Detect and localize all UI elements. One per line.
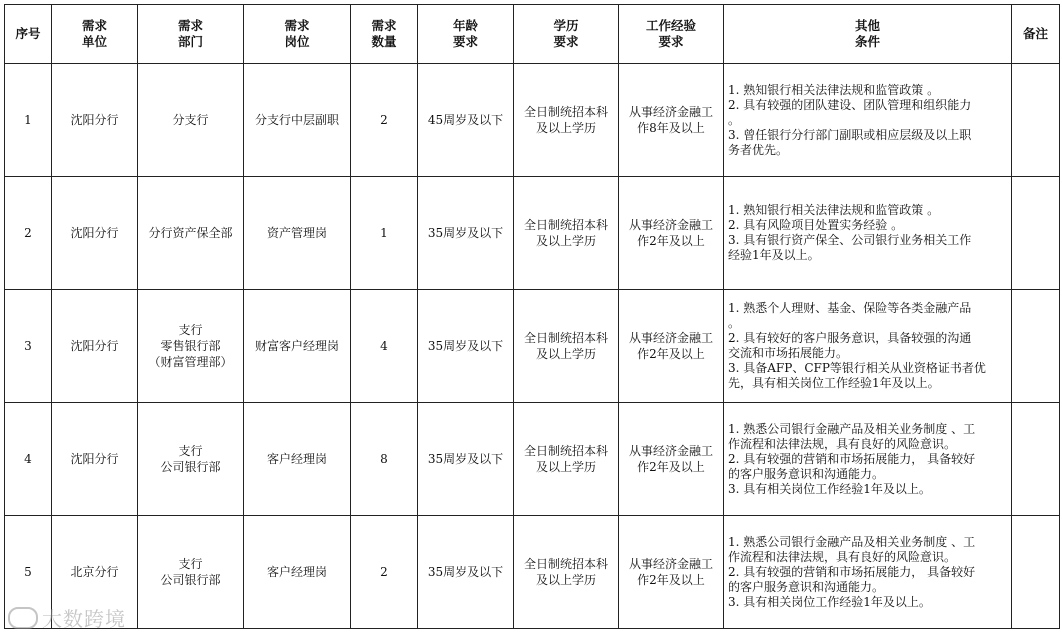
- cell-post: 分支行中层副职: [244, 64, 351, 177]
- cell-dept: [138, 290, 244, 403]
- header-label-line: 要求: [658, 34, 684, 49]
- cell-edu: [514, 177, 619, 290]
- cell-exp-line: 从事经济金融工: [628, 105, 713, 119]
- cell-unit: 北京分行: [52, 516, 138, 629]
- header-label-line: 岗位: [284, 34, 310, 49]
- cell-conditions-line: 的客户服务意识和沟通能力。: [728, 466, 885, 481]
- header-post: [244, 5, 351, 64]
- cell-conditions-line: 3. 具有银行资产保全、公司银行业务相关工作: [728, 233, 972, 247]
- cell-exp: [619, 516, 724, 629]
- cell-post: 资产管理岗: [244, 177, 351, 290]
- cell-edu: [514, 516, 619, 629]
- header-label-line: 要求: [553, 34, 579, 49]
- cell-conditions-line: 3. 具有相关岗位工作经验1年及以上。: [728, 594, 931, 609]
- cell-exp: [619, 290, 724, 403]
- watermark-text: 大数跨境: [42, 607, 126, 631]
- header-row: [5, 5, 1060, 64]
- header-other: [724, 5, 1012, 64]
- cell-dept-line: 分支行: [172, 113, 209, 127]
- cell-edu: [514, 290, 619, 403]
- table-row: [5, 290, 1060, 403]
- cell-conditions-line: 3. 曾任银行分行部门副职或相应层级及以上职: [728, 127, 972, 142]
- cell-edu-line: 及以上学历: [535, 573, 596, 587]
- cell-conditions-line: 务者优先。: [728, 142, 789, 157]
- cell-dept-line: （财富管理部）: [148, 355, 233, 369]
- cell-edu-line: 及以上学历: [535, 347, 596, 361]
- header-age: [418, 5, 514, 64]
- cell-edu-line: 全日制统招本科: [523, 444, 608, 458]
- cell-exp-line: 从事经济金融工: [628, 444, 713, 458]
- cell-note: [1012, 403, 1060, 516]
- cell-conditions-line: 。: [728, 112, 741, 127]
- recruitment-table: [4, 4, 1060, 629]
- cell-dept: [138, 64, 244, 177]
- cell-exp-line: 作8年及以上: [637, 121, 705, 135]
- cell-post: 客户经理岗: [244, 516, 351, 629]
- header-label-line: 备注: [1022, 26, 1048, 41]
- cell-exp: [619, 177, 724, 290]
- cell-conditions: [724, 177, 1012, 290]
- cell-note: [1012, 516, 1060, 629]
- cell-seq: 3: [5, 290, 52, 403]
- header-unit: [52, 5, 138, 64]
- cell-edu-line: 及以上学历: [535, 234, 596, 248]
- cell-dept: [138, 403, 244, 516]
- cell-conditions-line: 的客户服务意识和沟通能力。: [728, 579, 885, 594]
- cell-edu-line: 全日制统招本科: [523, 105, 608, 119]
- cell-count: 2: [351, 64, 418, 177]
- cell-seq: 5: [5, 516, 52, 629]
- cell-edu-line: 全日制统招本科: [523, 557, 608, 571]
- cell-exp: [619, 64, 724, 177]
- cell-conditions-line: 2. 具有较强的营销和市场拓展能力， 具备较好: [728, 564, 976, 579]
- table-row: [5, 177, 1060, 290]
- header-label-line: 需求: [284, 18, 310, 33]
- cell-edu: [514, 403, 619, 516]
- header-label-line: 单位: [81, 34, 107, 49]
- cell-dept-line: 公司银行部: [160, 460, 221, 474]
- cell-unit: 沈阳分行: [52, 290, 138, 403]
- header-label-line: 数量: [371, 34, 397, 49]
- cell-conditions-line: 2. 具有较好的客户服务意识，具备较强的沟通: [728, 331, 972, 345]
- cell-unit: 沈阳分行: [52, 403, 138, 516]
- header-label-line: 其他: [854, 18, 880, 33]
- cell-count: 1: [351, 177, 418, 290]
- cell-conditions: [724, 516, 1012, 629]
- header-seq: [5, 5, 52, 64]
- cell-conditions-line: 作流程和法律法规，具有良好的风险意识。: [728, 549, 957, 564]
- cell-note: [1012, 177, 1060, 290]
- header-note: [1012, 5, 1060, 64]
- cell-unit: 沈阳分行: [52, 177, 138, 290]
- cell-conditions-line: 交流和市场拓展能力。: [728, 346, 849, 360]
- cell-conditions-line: 先，具有相关岗位工作经验1年及以上。: [728, 376, 940, 390]
- cell-conditions-line: 1. 熟悉个人理财、基金、保险等各类金融产品: [728, 301, 972, 315]
- cell-note: [1012, 290, 1060, 403]
- header-dept: [138, 5, 244, 64]
- cell-exp-line: 从事经济金融工: [628, 218, 713, 232]
- cell-count: 4: [351, 290, 418, 403]
- cell-exp-line: 作2年及以上: [637, 234, 705, 248]
- cell-dept-line: 分行资产保全部: [148, 226, 233, 240]
- cell-conditions-line: 1. 熟悉公司银行金融产品及相关业务制度 、工: [728, 534, 976, 549]
- cell-edu: [514, 64, 619, 177]
- cell-conditions-line: 经验1年及以上。: [728, 248, 820, 262]
- cell-seq: 1: [5, 64, 52, 177]
- cell-exp-line: 作2年及以上: [637, 460, 705, 474]
- table-row: [5, 64, 1060, 177]
- cell-edu-line: 全日制统招本科: [523, 331, 608, 345]
- cell-dept: [138, 516, 244, 629]
- cell-exp-line: 作2年及以上: [637, 573, 705, 587]
- cell-exp-line: 作2年及以上: [637, 347, 705, 361]
- cell-unit: 沈阳分行: [52, 64, 138, 177]
- watermark-logo-icon: [8, 607, 38, 629]
- cell-dept: [138, 177, 244, 290]
- cell-dept-line: 支行: [178, 444, 203, 458]
- header-label-line: 学历: [553, 18, 579, 33]
- watermark: [8, 603, 126, 632]
- header-count: [351, 5, 418, 64]
- cell-post: 财富客户经理岗: [244, 290, 351, 403]
- cell-conditions-line: 2. 具有风险项目处置实务经验 。: [728, 218, 904, 232]
- header-label-line: 需求: [177, 18, 203, 33]
- cell-seq: 2: [5, 177, 52, 290]
- cell-conditions: [724, 290, 1012, 403]
- cell-seq: 4: [5, 403, 52, 516]
- cell-exp: [619, 403, 724, 516]
- header-label-line: 部门: [177, 34, 203, 49]
- cell-exp-line: 从事经济金融工: [628, 331, 713, 345]
- header-label-line: 序号: [15, 26, 41, 41]
- cell-conditions-line: 1. 熟知银行相关法律法规和监管政策 。: [728, 82, 940, 97]
- cell-exp-line: 从事经济金融工: [628, 557, 713, 571]
- cell-conditions-line: 2. 具有较强的营销和市场拓展能力， 具备较好: [728, 451, 976, 466]
- cell-conditions-line: 。: [728, 316, 741, 330]
- cell-conditions-line: 1. 熟知银行相关法律法规和监管政策 。: [728, 203, 940, 217]
- header-exp: [619, 5, 724, 64]
- cell-note: [1012, 64, 1060, 177]
- cell-conditions-line: 作流程和法律法规，具有良好的风险意识。: [728, 436, 957, 451]
- header-label-line: 需求: [81, 18, 107, 33]
- header-label-line: 要求: [452, 34, 478, 49]
- header-label-line: 需求: [371, 18, 397, 33]
- cell-edu-line: 全日制统招本科: [523, 218, 608, 232]
- cell-age: 35周岁及以下: [418, 177, 514, 290]
- cell-post: 客户经理岗: [244, 403, 351, 516]
- cell-count: 8: [351, 403, 418, 516]
- cell-conditions-line: 3. 具备AFP、CFP等银行相关从业资格证书者优: [728, 361, 986, 375]
- cell-conditions-line: 3. 具有相关岗位工作经验1年及以上。: [728, 481, 931, 496]
- header-edu: [514, 5, 619, 64]
- header-label-line: 条件: [854, 34, 880, 49]
- cell-dept-line: 支行: [178, 323, 203, 337]
- cell-edu-line: 及以上学历: [535, 121, 596, 135]
- cell-age: 45周岁及以下: [418, 64, 514, 177]
- cell-age: 35周岁及以下: [418, 516, 514, 629]
- cell-age: 35周岁及以下: [418, 290, 514, 403]
- table-row: [5, 403, 1060, 516]
- cell-conditions-line: 1. 熟悉公司银行金融产品及相关业务制度 、工: [728, 421, 976, 436]
- cell-dept-line: 支行: [178, 557, 203, 571]
- cell-dept-line: 零售银行部: [160, 339, 221, 353]
- cell-count: 2: [351, 516, 418, 629]
- cell-dept-line: 公司银行部: [160, 573, 221, 587]
- header-label-line: 年龄: [452, 18, 478, 33]
- cell-age: 35周岁及以下: [418, 403, 514, 516]
- table-row: [5, 516, 1060, 629]
- cell-conditions-line: 2. 具有较强的团队建设、团队管理和组织能力: [728, 97, 972, 112]
- header-label-line: 工作经验: [645, 18, 696, 33]
- cell-edu-line: 及以上学历: [535, 460, 596, 474]
- cell-conditions: [724, 64, 1012, 177]
- cell-conditions: [724, 403, 1012, 516]
